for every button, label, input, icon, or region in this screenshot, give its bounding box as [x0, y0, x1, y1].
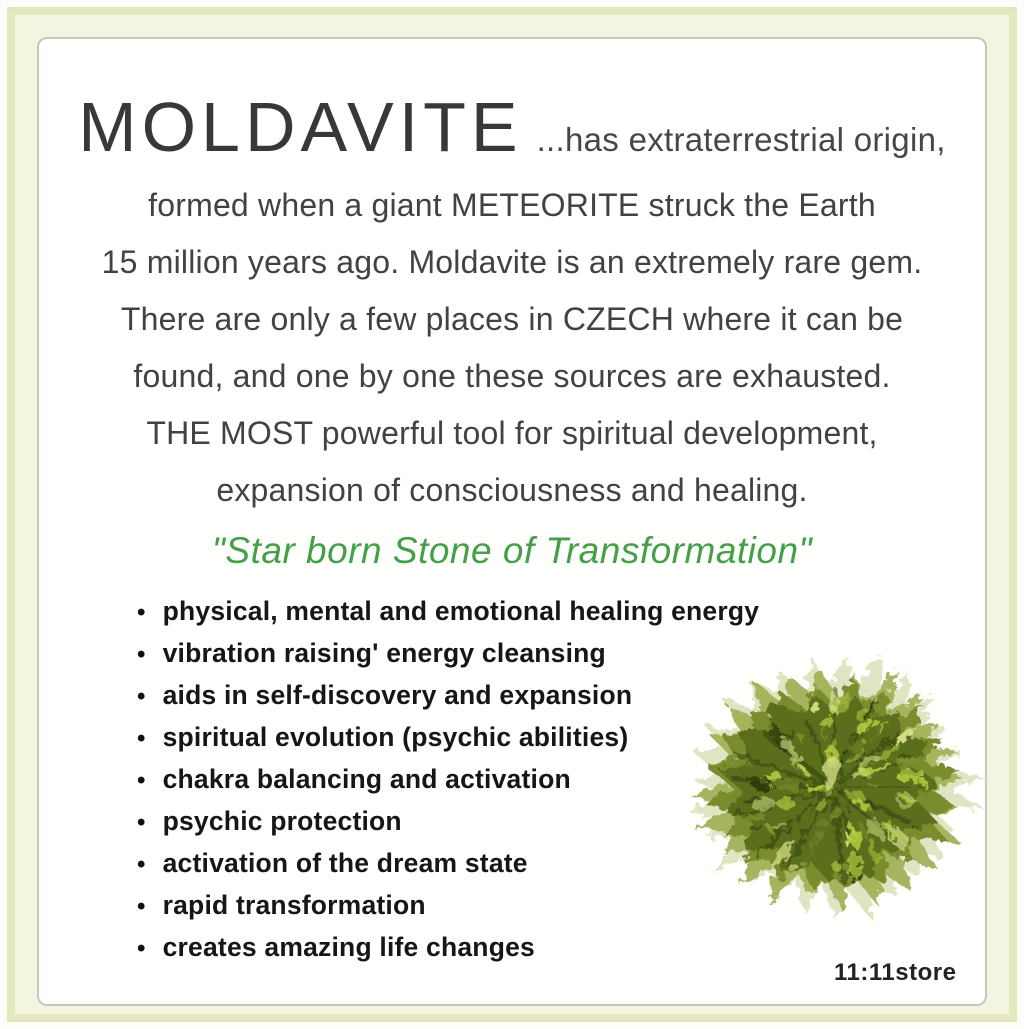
bullet-item — [137, 843, 759, 885]
intro-line-4: found, and one by one these sources are exhausted. — [133, 358, 891, 394]
bullet-text: rapid transformation — [162, 890, 426, 920]
bullet-text: physical, mental and emotional healing energy — [162, 596, 760, 626]
bullet-dot-icon: • — [137, 851, 146, 878]
intro-line-6: expansion of consciousness and healing. — [216, 472, 808, 508]
poster-title-suffix: ...has extraterrestrial origin, — [536, 121, 946, 158]
poster-title: MOLDAVITE — [78, 88, 523, 166]
bullet-item — [137, 759, 759, 801]
bullet-dot-icon: • — [137, 767, 146, 794]
headline-row — [39, 85, 985, 169]
bullet-dot-icon: • — [137, 893, 146, 920]
bullet-text: creates amazing life changes — [162, 932, 535, 962]
poster-frame — [7, 7, 1017, 1022]
moldavite-stone-image — [679, 649, 985, 934]
intro-line-2: 15 million years ago. Moldavite is an extremely rare gem. — [101, 244, 923, 280]
intro-paragraph — [39, 177, 985, 519]
bullet-item — [137, 927, 759, 969]
bullet-text: vibration raising' energy cleansing — [162, 638, 606, 668]
bullet-dot-icon: • — [137, 809, 146, 836]
bullet-dot-icon: • — [137, 935, 146, 962]
bullet-text: chakra balancing and activation — [162, 764, 571, 794]
poster-panel — [37, 37, 987, 1006]
bullet-item — [137, 885, 759, 927]
bullet-item — [137, 717, 759, 759]
bullet-item — [137, 591, 759, 633]
intro-line-5: THE MOST powerful tool for spiritual development, — [146, 415, 878, 451]
bullet-dot-icon: • — [137, 599, 146, 626]
bullet-item — [137, 633, 759, 675]
intro-line-1: formed when a giant METEORITE struck the Earth — [148, 187, 876, 223]
intro-line-3: There are only a few places in CZECH where it can be — [120, 301, 904, 337]
bullet-dot-icon: • — [137, 641, 146, 668]
bullet-text: psychic protection — [162, 806, 402, 836]
transformation-quote: "Star born Stone of Transformation" — [211, 530, 813, 571]
bullet-dot-icon: • — [137, 725, 146, 752]
bullet-text: aids in self-discovery and expansion — [162, 680, 633, 710]
bullet-text: spiritual evolution (psychic abilities) — [162, 722, 629, 752]
watermark-text: 11:11store — [834, 959, 957, 986]
bullet-text: activation of the dream state — [162, 848, 528, 878]
properties-list — [137, 591, 759, 969]
bullet-item — [137, 675, 759, 717]
bullet-dot-icon: • — [137, 683, 146, 710]
bullet-item — [137, 801, 759, 843]
